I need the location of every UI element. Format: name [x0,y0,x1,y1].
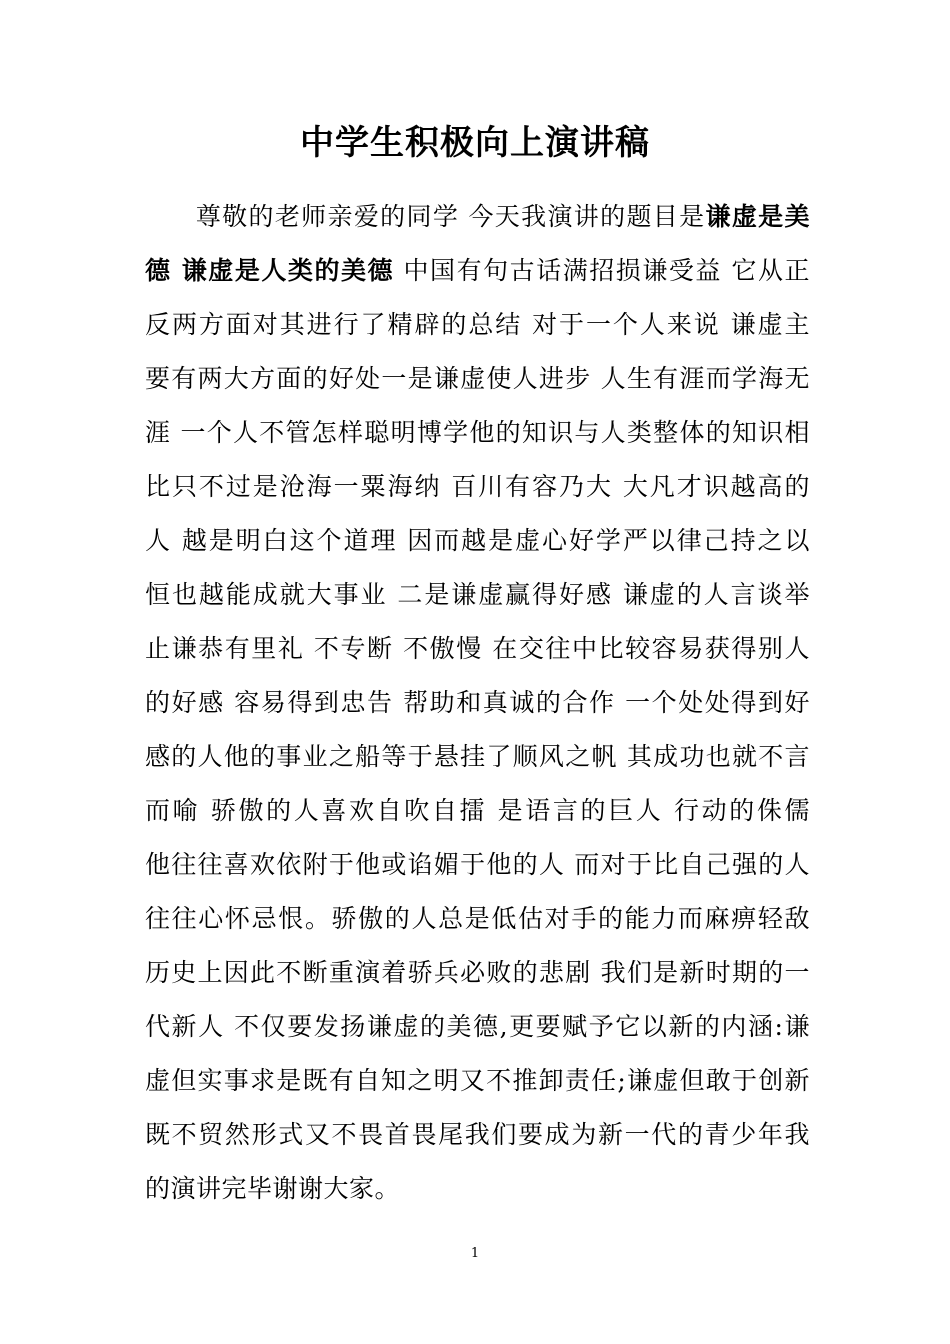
speech-body [145,190,810,1216]
text-line: 要有两大方面的好处一是谦虚使人进步 人生有涯而学海无 [145,364,810,393]
document-title: 中学生积极向上演讲稿 [300,123,650,163]
bold-text-segment: 德 谦虚是人类的美德 [145,256,395,285]
text-line: 他往往喜欢依附于他或谄媚于他的人 而对于比自己强的人 [145,850,810,879]
text-line: 的好感 容易得到忠告 帮助和真诚的合作 一个处处得到好 [145,688,810,717]
text-line [145,190,810,244]
text-line: 往往心怀忌恨。骄傲的人总是低估对手的能力而麻痹轻敌 [145,904,810,933]
text-line: 涯 一个人不管怎样聪明博学他的知识与人类整体的知识相 [145,418,810,447]
text-segment: 尊敬的老师亲爱的同学 今天我演讲的题目是 [195,202,706,231]
text-segment: 中国有句古话满招损谦受益 它从正 [394,256,810,285]
bold-text-segment: 谦虚是美 [705,202,810,231]
text-line: 止谦恭有里礼 不专断 不傲慢 在交往中比较容易获得别人 [145,634,810,663]
text-line: 既不贸然形式又不畏首畏尾我们要成为新一代的青少年我 [145,1120,810,1149]
text-line [145,244,810,298]
text-line: 感的人他的事业之船等于悬挂了顺风之帆 其成功也就不言 [145,742,810,771]
text-line: 历史上因此不断重演着骄兵必败的悲剧 我们是新时期的一 [145,958,810,987]
text-line: 而喻 骄傲的人喜欢自吹自擂 是语言的巨人 行动的侏儒 [145,796,810,825]
page-number: 1 [470,1246,480,1261]
text-line: 人 越是明白这个道理 因而越是虚心好学严以律己持之以 [145,526,810,555]
text-line: 反两方面对其进行了精辟的总结 对于一个人来说 谦虚主 [145,310,810,339]
text-line: 虚但实事求是既有自知之明又不推卸责任;谦虚但敢于创新 [145,1066,810,1095]
text-line: 恒也越能成就大事业 二是谦虚赢得好感 谦虚的人言谈举 [145,580,810,609]
text-line: 比只不过是沧海一粟海纳 百川有容乃大 大凡才识越高的 [145,472,810,501]
text-line: 的演讲完毕谢谢大家。 [145,1174,401,1203]
text-line: 代新人 不仅要发扬谦虚的美德,更要赋予它以新的内涵:谦 [145,1012,810,1041]
